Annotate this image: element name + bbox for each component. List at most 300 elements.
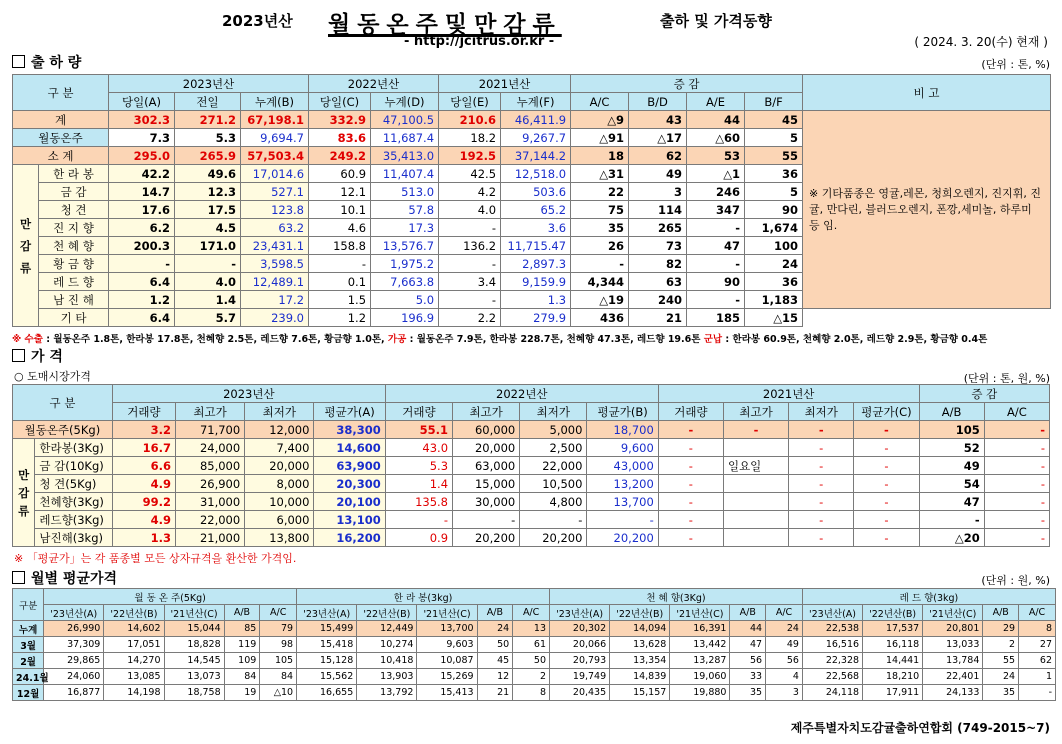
cell: 52: [919, 439, 984, 457]
cell: 14,839: [610, 669, 670, 685]
cell: 20,793: [550, 653, 610, 669]
cell: 13,792: [357, 685, 417, 701]
cell: 53: [687, 147, 745, 165]
shipment-citrus-row: [13, 309, 1051, 327]
cell: 503.6: [501, 183, 571, 201]
cell: 15,499: [297, 621, 357, 637]
monthly-row: [13, 685, 1056, 701]
cell: 14,198: [104, 685, 164, 701]
cell: 42.2: [109, 165, 175, 183]
cell: -: [571, 255, 629, 273]
cell: -: [919, 511, 984, 529]
cell: 5.3: [175, 129, 241, 147]
cell: 85: [224, 621, 260, 637]
subheader-4: 누계(D): [371, 93, 439, 111]
row-label: 레 드 향: [39, 273, 109, 291]
cell: 30,000: [453, 493, 520, 511]
cell: 45: [477, 653, 513, 669]
cell: 436: [571, 309, 629, 327]
cell: 21: [629, 309, 687, 327]
cell: 24: [766, 621, 803, 637]
cell: 7,400: [245, 439, 314, 457]
cell: -: [854, 493, 919, 511]
cell: 19,060: [670, 669, 730, 685]
wholesale-subtitle: ○ 도매시장가격: [14, 370, 91, 383]
subheader-1: '22년산(B): [357, 605, 417, 621]
cell: -: [687, 291, 745, 309]
row-label: 레드향(3Kg): [35, 511, 112, 529]
cell: 4.6: [309, 219, 371, 237]
cell: 14,600: [314, 439, 385, 457]
shipment-section-title: 출 하 량: [12, 52, 81, 72]
cell: 12,000: [245, 421, 314, 439]
subheader-3: 당일(C): [309, 93, 371, 111]
cell: 50: [477, 637, 513, 653]
header-year-2021: 2021년산: [658, 385, 919, 403]
cell: 13,800: [245, 529, 314, 547]
cell: 19,880: [670, 685, 730, 701]
cell: 18: [571, 147, 629, 165]
cell: 513.0: [371, 183, 439, 201]
subheader-7: A/C: [571, 93, 629, 111]
subheader-8: 거래량: [658, 403, 723, 421]
cell: 3.2: [112, 421, 175, 439]
subheader-6: 최저가: [520, 403, 587, 421]
cell: 240: [629, 291, 687, 309]
cell: -: [854, 439, 919, 457]
cell: 1.4: [385, 475, 452, 493]
cell: 2,500: [520, 439, 587, 457]
cell: -: [587, 511, 658, 529]
header-year-2021: 2021년산: [439, 75, 571, 93]
monthly-row: [13, 653, 1056, 669]
shipment-table: [12, 74, 1051, 327]
subheader-11: 평균가(C): [854, 403, 919, 421]
cell: 5,000: [520, 421, 587, 439]
cell: 13,700: [587, 493, 658, 511]
subheader-3: A/B: [730, 605, 766, 621]
cell: 90: [687, 273, 745, 291]
row-label: 천 혜 향: [39, 237, 109, 255]
subheader-0: 거래량: [112, 403, 175, 421]
cell: 295.0: [109, 147, 175, 165]
cell: -: [175, 255, 241, 273]
header-year-2023: 2023년산: [109, 75, 309, 93]
cell: 7,663.8: [371, 273, 439, 291]
subheader-4: A/C: [260, 605, 297, 621]
cell: 210.6: [439, 111, 501, 129]
cell: 4.5: [175, 219, 241, 237]
cell: 12,518.0: [501, 165, 571, 183]
cell: 10,274: [357, 637, 417, 653]
cell: 36: [745, 273, 803, 291]
cell: 20,000: [453, 439, 520, 457]
cell: 21,000: [175, 529, 244, 547]
cell: 18,700: [587, 421, 658, 439]
subheader-3: A/B: [224, 605, 260, 621]
cell: 19: [224, 685, 260, 701]
checkbox-square-icon: [12, 571, 25, 584]
cell: 13,085: [104, 669, 164, 685]
header-remarks: 비 고: [803, 75, 1051, 111]
cell: 19,749: [550, 669, 610, 685]
cell: 20,302: [550, 621, 610, 637]
cell: -: [854, 529, 919, 547]
cell: 265: [629, 219, 687, 237]
cell: 20,000: [245, 457, 314, 475]
cell: 35: [983, 685, 1019, 701]
cell: -: [789, 511, 854, 529]
cell: 279.9: [501, 309, 571, 327]
subheader-4: A/C: [766, 605, 803, 621]
report-subtitle: 출하 및 가격동향: [660, 12, 772, 30]
row-label: 계: [13, 111, 109, 129]
cell: 20,100: [314, 493, 385, 511]
shipment-note: ※ 수출 : 월동온주 1.8톤, 한라봉 17.8톤, 천혜향 2.5톤, 레드향 7.6톤, 황금향 1.0톤, 가공 : 월동온주 7.9톤, 한라봉 228.7톤, 천혜향 47.3톤, 레드향 19.6톤 군납 : 한라봉 60.9톤, 천혜향 2.0톤, 레드향 2.9톤, 황금향 0.4톤: [12, 334, 988, 345]
cell: 26,990: [44, 621, 104, 637]
cell: 332.9: [309, 111, 371, 129]
cell: -: [789, 475, 854, 493]
cell: 2: [983, 637, 1019, 653]
cell: 4.2: [439, 183, 501, 201]
cell: -: [1019, 685, 1056, 701]
cell: 47,100.5: [371, 111, 439, 129]
cell: -: [109, 255, 175, 273]
cell: 79: [260, 621, 297, 637]
subheader-3: A/B: [983, 605, 1019, 621]
cell: 98: [260, 637, 297, 653]
cell: 11,715.47: [501, 237, 571, 255]
cell: 3,598.5: [241, 255, 309, 273]
price-table: [12, 384, 1050, 547]
website-link[interactable]: - http://jcitrus.or.kr -: [404, 34, 555, 49]
cell: 14,441: [863, 653, 923, 669]
cell: 9,603: [417, 637, 477, 653]
cell: 45: [745, 111, 803, 129]
price-citrus-row: [13, 439, 1050, 457]
report-date: ( 2024. 3. 20(수) 현재 ): [914, 35, 1048, 49]
cell: 4.9: [112, 511, 175, 529]
cell: 13,200: [587, 475, 658, 493]
cell: 24,118: [802, 685, 862, 701]
cell: 22,000: [175, 511, 244, 529]
cell: 2.2: [439, 309, 501, 327]
cell: -: [658, 475, 723, 493]
cell: 22,568: [802, 669, 862, 685]
cell: 6.4: [109, 309, 175, 327]
cell: 50: [513, 653, 550, 669]
cell: 105: [260, 653, 297, 669]
subheader-1: 최고가: [175, 403, 244, 421]
cell: 200.3: [109, 237, 175, 255]
cell: 20,435: [550, 685, 610, 701]
cell: 44: [687, 111, 745, 129]
cell: -: [658, 529, 723, 547]
cell: 15,418: [297, 637, 357, 653]
monthly-row: [13, 621, 1056, 637]
cell: 63.2: [241, 219, 309, 237]
cell: 15,044: [164, 621, 224, 637]
cell: [723, 529, 788, 547]
cell: 37,144.2: [501, 147, 571, 165]
cell: -: [439, 291, 501, 309]
cell: 5.7: [175, 309, 241, 327]
cell: 2,897.3: [501, 255, 571, 273]
cell: 14,094: [610, 621, 670, 637]
subheader-4: A/C: [513, 605, 550, 621]
cell: 171.0: [175, 237, 241, 255]
cell: 18,758: [164, 685, 224, 701]
cell: 13,100: [314, 511, 385, 529]
row-label: 월동온주(5Kg): [13, 421, 113, 439]
cell: 12: [477, 669, 513, 685]
cell: 16,391: [670, 621, 730, 637]
header-change: 증 감: [919, 385, 1049, 403]
cell: 192.5: [439, 147, 501, 165]
price-citrus-row: [13, 475, 1050, 493]
cell: 5.0: [371, 291, 439, 309]
cell: 16,877: [44, 685, 104, 701]
cell: 71,700: [175, 421, 244, 439]
cell: △19: [571, 291, 629, 309]
cell: 12.1: [309, 183, 371, 201]
cell: 24: [745, 255, 803, 273]
cell: -: [658, 421, 723, 439]
cell: 24,060: [44, 669, 104, 685]
cell: -: [439, 219, 501, 237]
cell: 56: [766, 653, 803, 669]
price-winter-row: [13, 421, 1050, 439]
cell: △10: [260, 685, 297, 701]
shipment-unit: (단위 : 톤, %): [981, 58, 1050, 71]
cell: 42.5: [439, 165, 501, 183]
cell: 54: [919, 475, 984, 493]
cell: 271.2: [175, 111, 241, 129]
row-label: 기 타: [39, 309, 109, 327]
subheader-2: '21년산(C): [164, 605, 224, 621]
cell: 11,407.4: [371, 165, 439, 183]
cell: -: [984, 493, 1049, 511]
cell: 35: [730, 685, 766, 701]
cell: 49: [629, 165, 687, 183]
subheader-4: 거래량: [385, 403, 452, 421]
subheader-2: 최저가: [245, 403, 314, 421]
monthly-unit: (단위 : 원, %): [981, 574, 1050, 587]
subheader-5: 당일(E): [439, 93, 501, 111]
cell: 15,157: [610, 685, 670, 701]
cell: -: [658, 511, 723, 529]
subheader-10: 최저가: [789, 403, 854, 421]
cell: 67,198.1: [241, 111, 309, 129]
cell: 47: [730, 637, 766, 653]
cell: -: [984, 529, 1049, 547]
cell: 185: [687, 309, 745, 327]
header-year-2022: 2022년산: [309, 75, 439, 93]
cell: -: [453, 511, 520, 529]
cell: 55.1: [385, 421, 452, 439]
report-header: [0, 6, 1062, 38]
cell: 16.7: [112, 439, 175, 457]
checkbox-square-icon: [12, 349, 25, 362]
cell: 47: [687, 237, 745, 255]
subheader-4: A/C: [1019, 605, 1056, 621]
cell: 33: [730, 669, 766, 685]
cell: 527.1: [241, 183, 309, 201]
cell: 75: [571, 201, 629, 219]
price-section-title: 가 격: [12, 346, 63, 366]
cell: 22,401: [923, 669, 983, 685]
cell: -: [687, 219, 745, 237]
cell: 10.1: [309, 201, 371, 219]
cell: 239.0: [241, 309, 309, 327]
subheader-8: B/D: [629, 93, 687, 111]
cell: 24,000: [175, 439, 244, 457]
cell: 249.2: [309, 147, 371, 165]
cell: 6.2: [109, 219, 175, 237]
header-group-3: 레 드 향(3kg): [802, 589, 1055, 605]
cell: 15,128: [297, 653, 357, 669]
cell: 24: [983, 669, 1019, 685]
row-label: 한 라 봉: [39, 165, 109, 183]
cell: 17.3: [371, 219, 439, 237]
cell: 13,784: [923, 653, 983, 669]
cell: 26: [571, 237, 629, 255]
cell: 16,200: [314, 529, 385, 547]
subheader-0: '23년산(A): [44, 605, 104, 621]
cell: 6.6: [112, 457, 175, 475]
subheader-9: 최고가: [723, 403, 788, 421]
citrus-group-label: 만 감 류: [13, 165, 39, 327]
cell: 4: [766, 669, 803, 685]
header-group-1: 한 라 봉(3kg): [297, 589, 550, 605]
cell: 62: [629, 147, 687, 165]
cell: 38,300: [314, 421, 385, 439]
cell: 1,975.2: [371, 255, 439, 273]
cell: 43: [629, 111, 687, 129]
cell: 49: [919, 457, 984, 475]
subheader-2: '21년산(C): [923, 605, 983, 621]
cell: 15,269: [417, 669, 477, 685]
subheader-0: '23년산(A): [297, 605, 357, 621]
cell: 105: [919, 421, 984, 439]
cell: 11,687.4: [371, 129, 439, 147]
header-group-0: 월 동 온 주(5Kg): [44, 589, 297, 605]
cell: 16,516: [802, 637, 862, 653]
row-label: 청 견(5Kg): [35, 475, 112, 493]
cell: 6.4: [109, 273, 175, 291]
checkbox-square-icon: [12, 55, 25, 68]
cell: 196.9: [371, 309, 439, 327]
cell: 57,503.4: [241, 147, 309, 165]
cell: 14,545: [164, 653, 224, 669]
cell: 22: [571, 183, 629, 201]
cell: 99.2: [112, 493, 175, 511]
row-label: 24.1월: [13, 669, 44, 685]
cell: 65.2: [501, 201, 571, 219]
cell: 0.9: [385, 529, 452, 547]
cell: 3: [629, 183, 687, 201]
cell: 1.3: [112, 529, 175, 547]
cell: 13,033: [923, 637, 983, 653]
cell: 36: [745, 165, 803, 183]
cell: 84: [224, 669, 260, 685]
cell: 4,800: [520, 493, 587, 511]
cell: -: [687, 255, 745, 273]
cell: 1,183: [745, 291, 803, 309]
cell: △91: [571, 129, 629, 147]
subheader-1: '22년산(B): [104, 605, 164, 621]
cell: 56: [730, 653, 766, 669]
monthly-section-title: 월별 평균가격: [12, 568, 117, 588]
cell: 302.3: [109, 111, 175, 129]
cell: △60: [687, 129, 745, 147]
cell: 55: [983, 653, 1019, 669]
cell: 13,628: [610, 637, 670, 653]
cell: 13,073: [164, 669, 224, 685]
cell: 1.2: [109, 291, 175, 309]
cell: 20,801: [923, 621, 983, 637]
cell: 8: [513, 685, 550, 701]
cell: 24,133: [923, 685, 983, 701]
row-label: 남 진 해: [39, 291, 109, 309]
cell: 9,267.7: [501, 129, 571, 147]
cell: △31: [571, 165, 629, 183]
cell: -: [789, 457, 854, 475]
cell: [723, 439, 788, 457]
cell: 8: [1019, 621, 1056, 637]
subheader-6: 누계(F): [501, 93, 571, 111]
cell: 18,210: [863, 669, 923, 685]
subheader-1: 전일: [175, 93, 241, 111]
cell: △20: [919, 529, 984, 547]
cell: 347: [687, 201, 745, 219]
cell: △17: [629, 129, 687, 147]
cell: 13,287: [670, 653, 730, 669]
cell: -: [385, 511, 452, 529]
cell: 2: [513, 669, 550, 685]
cell: 13,700: [417, 621, 477, 637]
cell: [723, 511, 788, 529]
cell: -: [789, 493, 854, 511]
cell: 20,200: [520, 529, 587, 547]
row-label: 한라봉(3Kg): [35, 439, 112, 457]
row-label: 3월: [13, 637, 44, 653]
cell: -: [984, 421, 1049, 439]
cell: -: [984, 457, 1049, 475]
cell: -: [658, 493, 723, 511]
cell: 37,309: [44, 637, 104, 653]
cell: 6,000: [245, 511, 314, 529]
cell: 20,300: [314, 475, 385, 493]
subheader-12: A/B: [919, 403, 984, 421]
cell: 135.8: [385, 493, 452, 511]
cell: 8,000: [245, 475, 314, 493]
report-year: 2023년산: [222, 12, 293, 30]
cell: 57.8: [371, 201, 439, 219]
cell: 100: [745, 237, 803, 255]
cell: 49: [766, 637, 803, 653]
cell: 123.8: [241, 201, 309, 219]
header-change: 증 감: [571, 75, 803, 93]
cell: 4,344: [571, 273, 629, 291]
cell: 9,600: [587, 439, 658, 457]
cell: 1.4: [175, 291, 241, 309]
holiday-label: 일요일: [723, 457, 788, 475]
cell: 29,865: [44, 653, 104, 669]
cell: -: [658, 439, 723, 457]
cell: 27: [1019, 637, 1056, 653]
cell: 18.2: [439, 129, 501, 147]
